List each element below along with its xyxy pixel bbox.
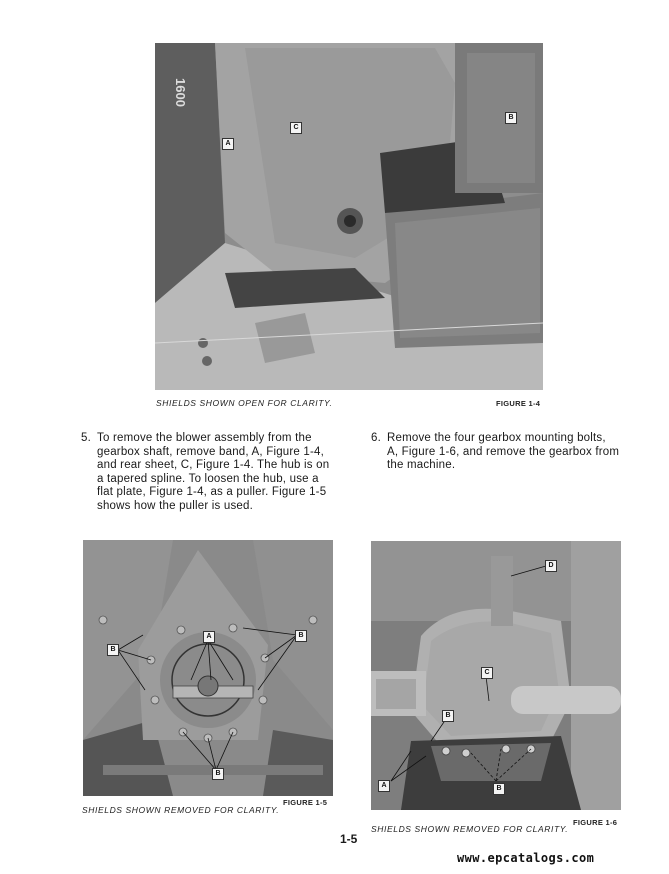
callout-c: C (290, 122, 302, 134)
step-5-text (97, 432, 329, 514)
step-5-line: and rear sheet, C, Figure 1-4. The hub is on (97, 459, 330, 472)
figure-1-4-label: FIGURE 1-4 (496, 399, 541, 408)
step-6-line: the machine. (387, 459, 456, 472)
step-5-line: To remove the blower assembly from the (97, 432, 312, 444)
callout-a: A (378, 780, 390, 792)
step-6 (371, 432, 631, 474)
callout-c: C (481, 667, 493, 679)
figure-1-6-caption: SHIELDS SHOWN REMOVED FOR CLARITY. (371, 824, 569, 834)
figure-1-5-caption: SHIELDS SHOWN REMOVED FOR CLARITY. (82, 805, 280, 815)
figure-1-4-caption: SHIELDS SHOWN OPEN FOR CLARITY. (156, 398, 333, 408)
callout-b: B (505, 112, 517, 124)
watermark-url[interactable]: www.epcatalogs.com (457, 851, 595, 865)
callout-d: D (545, 560, 557, 572)
figure-1-5-label: FIGURE 1-5 (283, 798, 328, 807)
callout-a: A (203, 631, 215, 643)
figure-1-6-label: FIGURE 1-6 (573, 818, 618, 827)
step-5-number: 5. (81, 432, 91, 444)
figure-1-5-photo (83, 540, 333, 796)
step-5-line: a tapered spline. To loosen the hub, use a (97, 472, 319, 485)
step-5-line: shows how the puller is used. (97, 499, 254, 512)
callout-b-mid: B (442, 710, 454, 722)
step-6-number: 6. (371, 432, 381, 444)
figure-1-6-photo (371, 541, 621, 810)
step-5 (81, 432, 341, 516)
callout-b-left: B (107, 644, 119, 656)
callout-b-bottom: B (212, 768, 224, 780)
callout-a: A (222, 138, 234, 150)
step-5-line: flat plate, Figure 1-4, as a puller. Figure 1-5 (97, 486, 327, 499)
step-6-line: Remove the four gearbox mounting bolts, (387, 432, 606, 444)
page-number: 1-5 (340, 832, 358, 846)
step-6-line: A, Figure 1-6, and remove the gearbox from (387, 445, 620, 458)
callout-b-right: B (295, 630, 307, 642)
figure-1-4-photo (155, 43, 543, 390)
callout-b-low: B (493, 783, 505, 795)
step-5-line: gearbox shaft, remove band, A, Figure 1-4, (97, 445, 325, 458)
step-6-text (387, 432, 619, 473)
machine-marking: 1600 (173, 78, 188, 107)
